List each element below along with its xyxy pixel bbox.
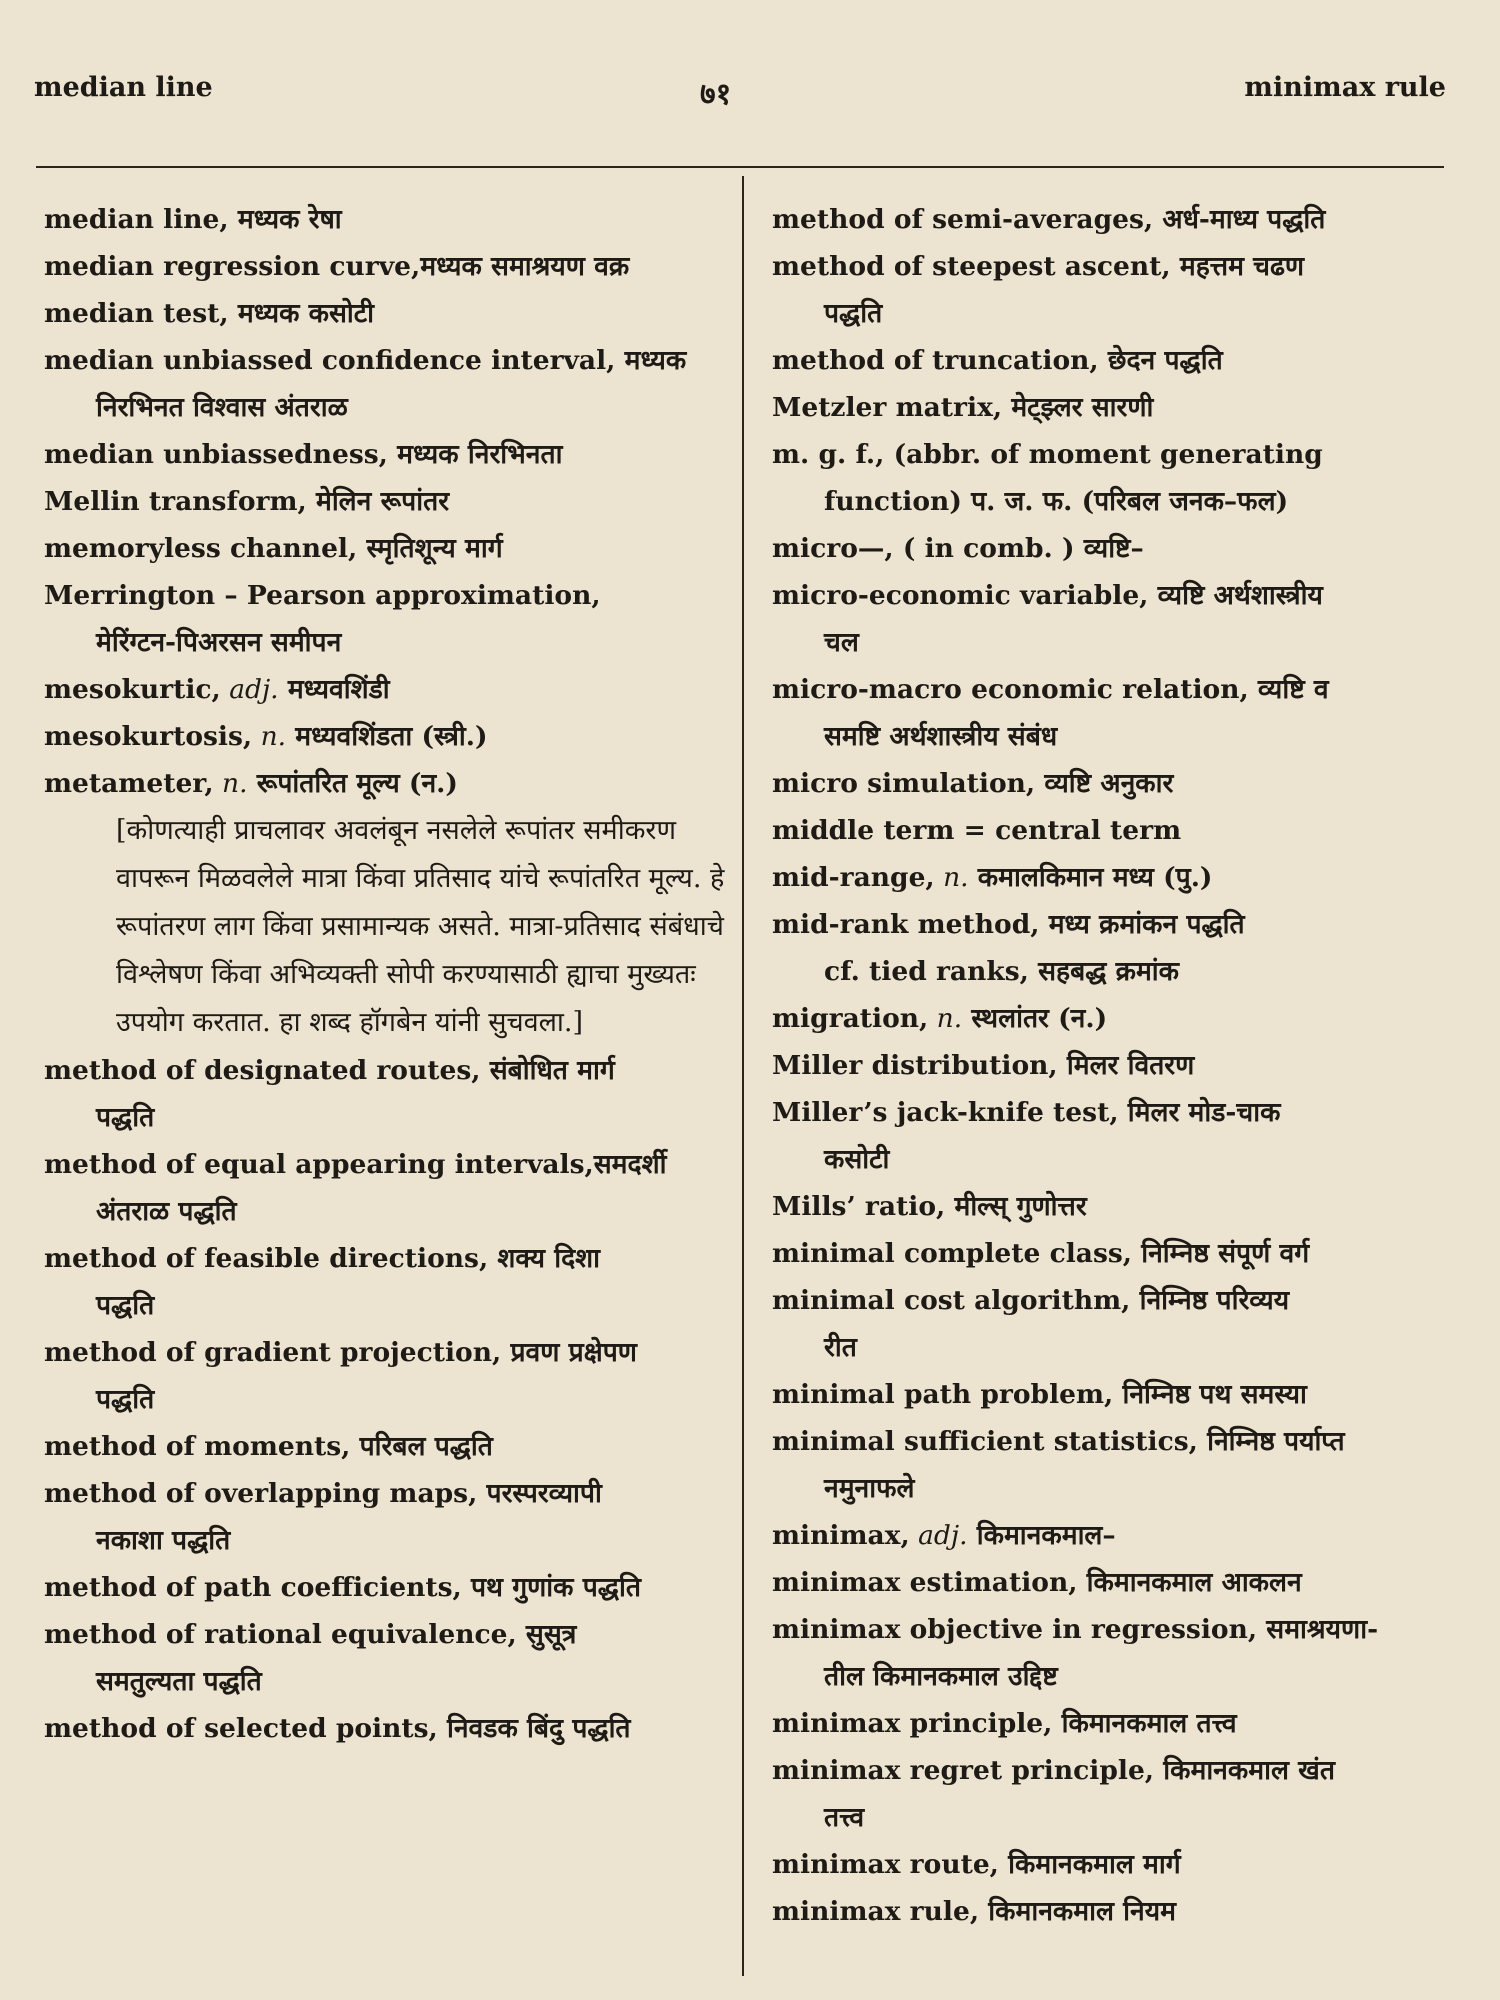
- entry-headword: Mellin transform,: [44, 486, 307, 517]
- entry-translation: मेट्झ्लर सारणी: [1002, 392, 1154, 423]
- left-column: [44, 196, 734, 1752]
- entry-headword: method of path coefficients,: [44, 1572, 462, 1603]
- entry-translation: (abbr. of moment generating: [884, 439, 1323, 470]
- entry-headword: method of truncation,: [772, 345, 1099, 376]
- dictionary-entry: [772, 431, 1462, 478]
- entry-headword: micro simulation,: [772, 768, 1036, 799]
- entry-headword: median unbiassedness,: [44, 439, 388, 470]
- entry-translation: मध्यक: [615, 345, 687, 376]
- entry-translation: व्यष्टि अर्थशास्त्रीय: [1148, 580, 1323, 611]
- entry-headword: method of overlapping maps,: [44, 1478, 478, 1509]
- dictionary-entry: [772, 1371, 1462, 1418]
- dictionary-entry: [772, 1042, 1462, 1089]
- dictionary-entry: [772, 1700, 1462, 1747]
- entry-translation: प्रवण प्रक्षेपण: [501, 1337, 637, 1368]
- entry-headword: minimax regret principle,: [772, 1755, 1155, 1786]
- entry-translation: मध्यक रेषा: [228, 204, 342, 235]
- dictionary-entry: [44, 1423, 734, 1470]
- dictionary-entry: [772, 1183, 1462, 1230]
- entry-translation: निम्निष्ठ पर्याप्त: [1197, 1426, 1345, 1457]
- dictionary-entry: [44, 525, 734, 572]
- entry-translation: किमानकमाल आकलन: [1077, 1567, 1302, 1598]
- entry-headword: minimax route,: [772, 1849, 999, 1880]
- dictionary-entry: [772, 384, 1462, 431]
- dictionary-entry: [44, 666, 734, 713]
- entry-translation: पथ गुणांक पद्धति: [461, 1572, 641, 1603]
- dictionary-entry: [44, 1235, 734, 1282]
- entry-headword: mid-range,: [772, 862, 935, 893]
- entry-headword: micro—,: [772, 533, 894, 564]
- dictionary-entry: [772, 760, 1462, 807]
- entry-headword: method of equal appearing intervals,: [44, 1149, 594, 1180]
- entry-headword: mesokurtic,: [44, 674, 221, 705]
- entry-translation: अर्ध-माध्य पद्धति: [1153, 204, 1326, 235]
- entry-translation: कमालकिमान मध्य (पु.): [968, 862, 1213, 893]
- entry-translation: छेदन पद्धति: [1098, 345, 1223, 376]
- dictionary-entry: [772, 1747, 1462, 1794]
- entry-continuation: function) प. ज. फ. (परिबल जनक–फल): [824, 486, 1289, 517]
- dictionary-entry: [44, 572, 734, 619]
- entry-headword: median test,: [44, 298, 229, 329]
- entry-translation: महत्तम चढण: [1170, 251, 1305, 282]
- entry-translation: निम्निष्ठ परिव्यय: [1130, 1285, 1290, 1316]
- entry-headword: minimax rule,: [772, 1896, 980, 1927]
- dictionary-entry: [772, 1888, 1462, 1935]
- entry-headword: Metzler matrix,: [772, 392, 1003, 423]
- entry-headword: method of moments,: [44, 1431, 351, 1462]
- entry-continuation: कसोटी: [824, 1144, 890, 1175]
- entry-translation: मध्यवशिंडता (स्त्री.): [286, 721, 488, 752]
- entry-grammar: n.: [252, 721, 287, 752]
- dictionary-entry: [44, 337, 734, 384]
- dictionary-entry: [44, 1564, 734, 1611]
- entry-headword: micro-macro economic relation,: [772, 674, 1249, 705]
- entry-translation: सुसूत्र: [516, 1619, 577, 1650]
- entry-translation: किमानकमाल मार्ग: [998, 1849, 1181, 1880]
- running-head-left: median line: [34, 72, 213, 103]
- entry-translation: स्थलांतर (न.): [962, 1003, 1108, 1034]
- header-rule: [36, 166, 1444, 168]
- entry-headword: minimal cost algorithm,: [772, 1285, 1131, 1316]
- entry-translation: मध्यक कसोटी: [228, 298, 374, 329]
- dictionary-entry: [44, 1047, 734, 1094]
- entry-continuation: नकाशा पद्धति: [96, 1525, 231, 1556]
- dictionary-entry: [44, 1470, 734, 1517]
- entry-translation: मेलिन रूपांतर: [306, 486, 450, 517]
- entry-translation: व्यष्टि अनुकार: [1035, 768, 1174, 799]
- entry-headword: minimax objective in regression,: [772, 1614, 1258, 1645]
- entry-headword: method of semi-averages,: [772, 204, 1154, 235]
- dictionary-entry: [772, 1418, 1462, 1465]
- entry-translation: मिलर मोड-चाक: [1118, 1097, 1281, 1128]
- entry-headword: micro-economic variable,: [772, 580, 1149, 611]
- entry-headword: migration,: [772, 1003, 929, 1034]
- dictionary-entry: [772, 1559, 1462, 1606]
- entry-translation: मध्यक समाश्रयण वक्र: [420, 251, 630, 282]
- entry-translation: ( in comb. ) व्यष्टि–: [893, 533, 1144, 564]
- entry-continuation: मेरिंग्टन-पिअरसन समीपन: [96, 627, 342, 658]
- entry-translation: रूपांतरित मूल्य (न.): [247, 768, 458, 799]
- entry-headword: metameter,: [44, 768, 214, 799]
- entry-continuation: नमुनाफले: [824, 1473, 915, 1504]
- entry-translation: समदर्शी: [593, 1149, 667, 1180]
- entry-translation: मील्स् गुणोत्तर: [945, 1191, 1087, 1222]
- dictionary-entry: [772, 1841, 1462, 1888]
- entry-continuation: तील किमानकमाल उद्दिष्ट: [824, 1661, 1058, 1692]
- dictionary-entry: [44, 1705, 734, 1752]
- dictionary-entry: [772, 666, 1462, 713]
- dictionary-entry: [772, 1089, 1462, 1136]
- dictionary-entry: [44, 713, 734, 760]
- entry-headword: Miller’s jack-knife test,: [772, 1097, 1119, 1128]
- dictionary-entry: [44, 243, 734, 290]
- entry-translation: मध्यवशिंडी: [278, 674, 390, 705]
- entry-translation: मिलर वितरण: [1057, 1050, 1195, 1081]
- entry-headword: method of designated routes,: [44, 1055, 481, 1086]
- entry-headword: median line,: [44, 204, 229, 235]
- entry-translation: स्मृतिशून्य मार्ग: [357, 533, 503, 564]
- entry-continuation: तत्त्व: [824, 1802, 865, 1833]
- entry-headword: median regression curve,: [44, 251, 421, 282]
- entry-headword: minimax,: [772, 1520, 910, 1551]
- dictionary-entry: [44, 431, 734, 478]
- entry-headword: method of steepest ascent,: [772, 251, 1171, 282]
- entry-translation: निवडक बिंदु पद्धति: [437, 1713, 631, 1744]
- entry-headword: minimal path problem,: [772, 1379, 1114, 1410]
- entry-headword: minimax estimation,: [772, 1567, 1078, 1598]
- dictionary-entry: [772, 1230, 1462, 1277]
- dictionary-entry: [772, 1512, 1462, 1559]
- entry-continuation: निरभिनत विश्वास अंतराळ: [96, 392, 348, 423]
- entry-grammar: n.: [934, 862, 969, 893]
- entry-translation: परस्परव्यापी: [477, 1478, 602, 1509]
- dictionary-entry: [772, 1277, 1462, 1324]
- entry-translation: संबोधित मार्ग: [480, 1055, 615, 1086]
- entry-note: [कोणत्याही प्राचलावर अवलंबून नसलेले रूपांतर समीकरण वापरून मिळवलेले मात्रा किंवा प्रतिसाद यांचे रूपांतरित मूल्य. हे रूपांतरण लाग किंवा प्रसामान्यक असते. मात्रा-प्रतिसाद संबंधाचे विश्लेषण किंवा अभिव्यक्ती सोपी करण्यासाठी ह्याचा मुख्यतः उपयोग करतात. हा शब्द हॉगबेन यांनी सुचवला.]: [116, 815, 725, 1038]
- entry-headword: median unbiassed confidence interval,: [44, 345, 616, 376]
- dictionary-entry: [772, 337, 1462, 384]
- entry-headword: minimal complete class,: [772, 1238, 1133, 1269]
- entry-translation: मध्यक निरभिनता: [387, 439, 563, 470]
- entry-translation: किमानकमाल खंत: [1154, 1755, 1335, 1786]
- dictionary-entry: [772, 1606, 1462, 1653]
- entry-translation: मध्य क्रमांकन पद्धति: [1039, 909, 1245, 940]
- entry-grammar: adj.: [220, 674, 279, 705]
- dictionary-entry: [44, 1329, 734, 1376]
- dictionary-entry: [772, 196, 1462, 243]
- entry-translation: किमानकमाल नियम: [979, 1896, 1176, 1927]
- entry-continuation: समष्टि अर्थशास्त्रीय संबंध: [824, 721, 1058, 752]
- dictionary-entry: [44, 1611, 734, 1658]
- dictionary-entry: [772, 243, 1462, 290]
- dictionary-entry: [772, 572, 1462, 619]
- dictionary-entry: [44, 290, 734, 337]
- entry-translation: निम्निष्ठ संपूर्ण वर्ग: [1132, 1238, 1310, 1269]
- dictionary-entry: [772, 901, 1462, 948]
- entry-headword: method of gradient projection,: [44, 1337, 502, 1368]
- entry-grammar: n.: [213, 768, 248, 799]
- entry-continuation: चल: [824, 627, 859, 658]
- dictionary-entry: [44, 1141, 734, 1188]
- entry-translation: निम्निष्ठ पथ समस्या: [1113, 1379, 1307, 1410]
- entry-headword: minimal sufficient statistics,: [772, 1426, 1198, 1457]
- entry-continuation: पद्धति: [96, 1290, 155, 1321]
- dictionary-entry: [44, 478, 734, 525]
- entry-continuation: पद्धति: [824, 298, 883, 329]
- dictionary-entry: [44, 760, 734, 807]
- entry-grammar: adj.: [909, 1520, 968, 1551]
- entry-headword: m. g. f.,: [772, 439, 885, 470]
- entry-continuation: पद्धति: [96, 1102, 155, 1133]
- entry-continuation: cf. tied ranks, सहबद्ध क्रमांक: [824, 956, 1180, 987]
- entry-headword: middle term = central term: [772, 815, 1182, 846]
- entry-translation: व्यष्टि व: [1248, 674, 1329, 705]
- dictionary-entry: [772, 807, 1462, 854]
- entry-translation: परिबल पद्धति: [350, 1431, 493, 1462]
- entry-headword: method of selected points,: [44, 1713, 438, 1744]
- page-number: ७१: [700, 77, 732, 112]
- column-divider: [742, 176, 744, 1976]
- entry-headword: Mills’ ratio,: [772, 1191, 946, 1222]
- dictionary-entry: [772, 525, 1462, 572]
- running-head-right: minimax rule: [1244, 72, 1446, 103]
- entry-continuation: समतुल्यता पद्धति: [96, 1666, 262, 1697]
- entry-continuation: अंतराळ पद्धति: [96, 1196, 237, 1227]
- entry-headword: method of feasible directions,: [44, 1243, 489, 1274]
- entry-translation: किमानकमाल तत्त्व: [1052, 1708, 1237, 1739]
- entry-translation: किमानकमाल–: [967, 1520, 1116, 1551]
- entry-headword: mid-rank method,: [772, 909, 1040, 940]
- entry-headword: Miller distribution,: [772, 1050, 1058, 1081]
- entry-headword: Merrington – Pearson approximation,: [44, 580, 601, 611]
- entry-translation: समाश्रयणा-: [1257, 1614, 1379, 1645]
- entry-continuation: पद्धति: [96, 1384, 155, 1415]
- entry-headword: minimax principle,: [772, 1708, 1053, 1739]
- entry-headword: mesokurtosis,: [44, 721, 253, 752]
- dictionary-entry: [772, 995, 1462, 1042]
- entry-continuation: रीत: [824, 1332, 857, 1363]
- entry-headword: method of rational equivalence,: [44, 1619, 517, 1650]
- entry-headword: memoryless channel,: [44, 533, 358, 564]
- entry-grammar: n.: [928, 1003, 963, 1034]
- dictionary-entry: [44, 196, 734, 243]
- dictionary-entry: [772, 854, 1462, 901]
- right-column: [772, 196, 1462, 1935]
- entry-translation: शक्य दिशा: [488, 1243, 601, 1274]
